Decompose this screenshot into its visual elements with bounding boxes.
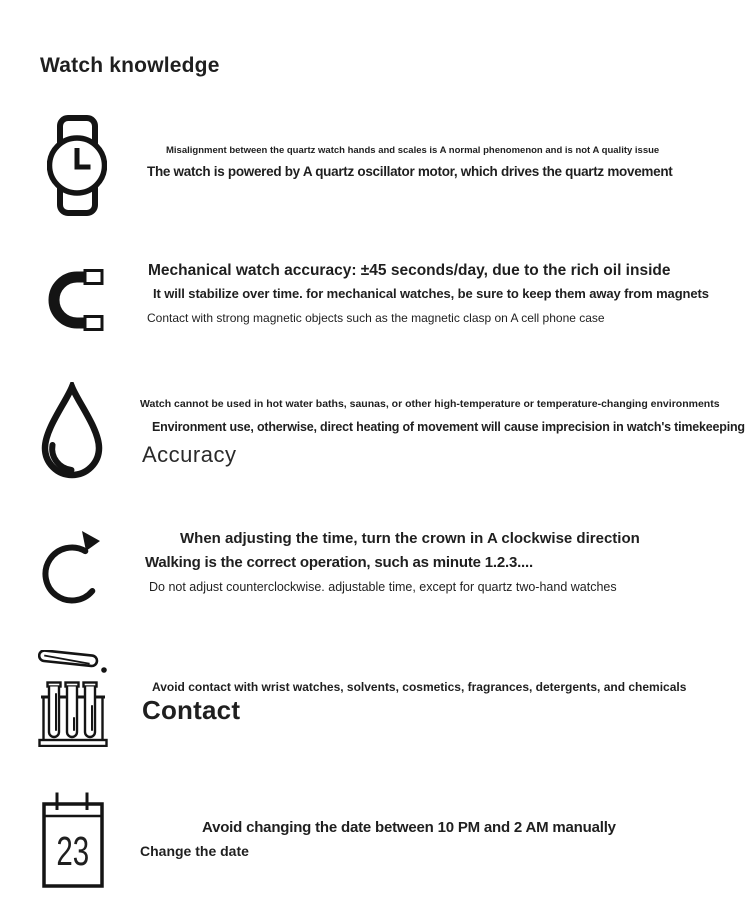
note-accuracy-mechanical: Mechanical watch accuracy: ±45 seconds/day, due to the rich oil inside: [148, 262, 671, 279]
note-environment: Environment use, otherwise, direct heating of movement will cause imprecision in watch's timekeeping: [152, 420, 745, 434]
note-stabilize: It will stabilize over time. for mechanical watches, be sure to keep them away from magnets: [153, 286, 709, 301]
test-tubes-icon: [38, 650, 108, 747]
clockwise-arrow-icon: [42, 528, 106, 610]
change-date-heading: Change the date: [140, 843, 249, 859]
note-counterclockwise: Do not adjust counterclockwise. adjustable time, except for quartz two-hand watches: [149, 580, 617, 594]
note-quartz-motor: The watch is powered by A quartz oscillator motor, which drives the quartz movement: [147, 164, 673, 179]
water-drop-icon: [40, 382, 104, 483]
magnet-icon: [42, 269, 106, 331]
note-hot-water: Watch cannot be used in hot water baths, saunas, or other high-temperature or temperature-changing environments: [140, 398, 720, 410]
contact-heading: Contact: [142, 695, 241, 725]
accuracy-heading: Accuracy: [142, 442, 237, 467]
wristwatch-icon: [47, 115, 107, 216]
page-title: Watch knowledge: [40, 54, 220, 78]
calendar-day-number: 23: [56, 828, 90, 874]
note-avoid-chemicals: Avoid contact with wrist watches, solvents, cosmetics, fragrances, detergents, and chemicals: [152, 680, 687, 694]
note-turn-crown: When adjusting the time, turn the crown in A clockwise direction: [180, 530, 640, 547]
note-avoid-date-change: Avoid changing the date between 10 PM and 2 AM manually: [202, 819, 616, 836]
note-magnetic-objects: Contact with strong magnetic objects such as the magnetic clasp on A cell phone case: [147, 311, 605, 325]
note-walking-operation: Walking is the correct operation, such as minute 1.2.3....: [145, 554, 533, 571]
note-misalignment: Misalignment between the quartz watch hands and scales is A normal phenomenon and is not A quality issue: [166, 145, 660, 156]
